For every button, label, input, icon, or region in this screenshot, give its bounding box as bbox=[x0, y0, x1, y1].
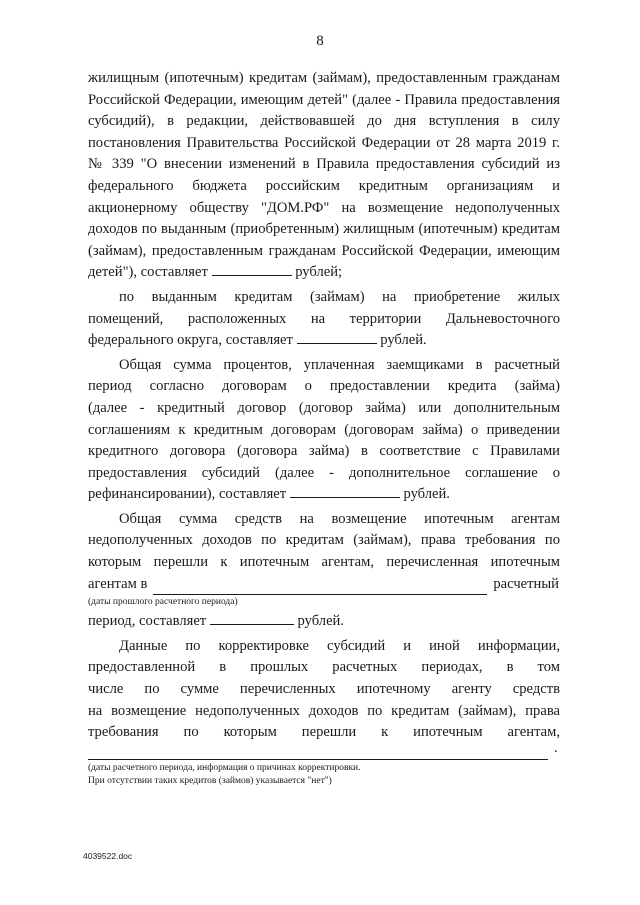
text-line: требования по которым перешли к ипотечным агентам, bbox=[88, 724, 560, 741]
amount-blank[interactable] bbox=[297, 330, 377, 344]
text-line: постановления Правительства Российской Федерации от 28 марта 2019 г. bbox=[88, 134, 560, 151]
text-line: Общая сумма процентов, уплаченная заемщиками в расчетный bbox=[119, 356, 560, 373]
text-line: расчетный bbox=[493, 575, 559, 592]
text-line: рублей. bbox=[403, 486, 450, 503]
text-line: федерального округа, составляет bbox=[88, 332, 293, 349]
text-line: помещений, расположенных на территории Дальневосточного bbox=[88, 310, 560, 327]
text-line: предоставления субсидий (далее - дополнительное соглашение о bbox=[88, 464, 560, 481]
document-body bbox=[88, 68, 560, 788]
text-line: субсидий), в редакции, действовавшей до дня вступления в силу bbox=[88, 113, 560, 130]
paragraph-3 bbox=[88, 355, 560, 506]
page-number: 8 bbox=[316, 33, 324, 49]
amount-blank[interactable] bbox=[290, 484, 400, 498]
text-line: кредитного договора (договора займа) в соответствие с Правилами bbox=[88, 443, 560, 460]
caption-corrections-note: При отсутствии таких кредитов (займов) указывается "нет") bbox=[88, 775, 332, 786]
amount-line bbox=[88, 330, 560, 352]
text-line: жилищным (ипотечным) кредитам (займам), предоставленным гражданам bbox=[88, 70, 560, 86]
text-line: Российской Федерации, имеющим детей" (далее - Правила предоставления bbox=[88, 91, 560, 108]
period-line bbox=[88, 574, 560, 596]
footer-filename: 4039522.doc bbox=[83, 851, 133, 861]
amount-blank[interactable] bbox=[210, 611, 294, 625]
amount-line bbox=[88, 611, 560, 633]
text-line: которым перешли к ипотечным агентам, перечисленная ипотечным bbox=[88, 554, 560, 571]
text-line: соглашениям к кредитным договорам (договорам займа) о приведении bbox=[88, 421, 560, 438]
paragraph-4 bbox=[88, 509, 560, 633]
text-line: (займам), предоставленным гражданам Российской Федерации, имеющим bbox=[88, 242, 560, 259]
text-line: рублей. bbox=[297, 613, 345, 630]
text-line: Данные по корректировке субсидий и иной информации, bbox=[119, 637, 560, 654]
caption-prev-period: (даты прошлого расчетного периода) bbox=[88, 597, 238, 608]
text-line: (далее - кредитный договор (договор займа) или дополнительным bbox=[88, 399, 560, 416]
amount-blank[interactable] bbox=[212, 262, 292, 276]
text-line: недополученных доходов по кредитам (займам), права требования по bbox=[88, 532, 560, 549]
paragraph-2 bbox=[88, 287, 560, 352]
amount-line bbox=[88, 262, 560, 284]
text-line: . bbox=[554, 740, 558, 757]
corrections-line bbox=[88, 740, 560, 760]
text-line: период, составляет bbox=[88, 613, 207, 630]
text-line: на возмещение недополученных доходов по кредитам (займам), права bbox=[88, 702, 560, 719]
amount-line bbox=[88, 484, 560, 506]
text-line: рублей; bbox=[295, 264, 343, 281]
period-blank[interactable] bbox=[153, 581, 487, 595]
text-line: агентам в bbox=[88, 575, 148, 592]
caption-corrections: (даты расчетного периода, информация о причинах корректировки. bbox=[88, 762, 361, 773]
text-line: числе по сумме перечисленных ипотечному агенту средств bbox=[88, 681, 560, 698]
text-line: по выданным кредитам (займам) на приобретение жилых bbox=[119, 288, 560, 305]
text-line: доходов по выданным (приобретенным) жилищным (ипотечным) кредитам bbox=[88, 221, 560, 238]
text-line: Общая сумма средств на возмещение ипотечным агентам bbox=[119, 510, 560, 527]
text-line: предоставленной в прошлых расчетных периодах, в том bbox=[88, 659, 560, 676]
text-line: рублей. bbox=[380, 332, 427, 349]
text-line: № 339 "О внесении изменений в Правила предоставления субсидий из bbox=[88, 156, 560, 173]
text-line: рефинансировании), составляет bbox=[88, 486, 287, 503]
paragraph-1 bbox=[88, 68, 560, 284]
text-line: акционерному обществу "ДОМ.РФ" на возмещение недополученных bbox=[88, 199, 560, 216]
text-line: детей"), составляет bbox=[88, 264, 208, 281]
text-line: федерального бюджета российским кредитным организациям и bbox=[88, 177, 560, 194]
corrections-blank[interactable] bbox=[88, 746, 548, 760]
text-line: период согласно договорам о предоставлении кредита (займа) bbox=[88, 378, 560, 395]
paragraph-5 bbox=[88, 636, 560, 788]
